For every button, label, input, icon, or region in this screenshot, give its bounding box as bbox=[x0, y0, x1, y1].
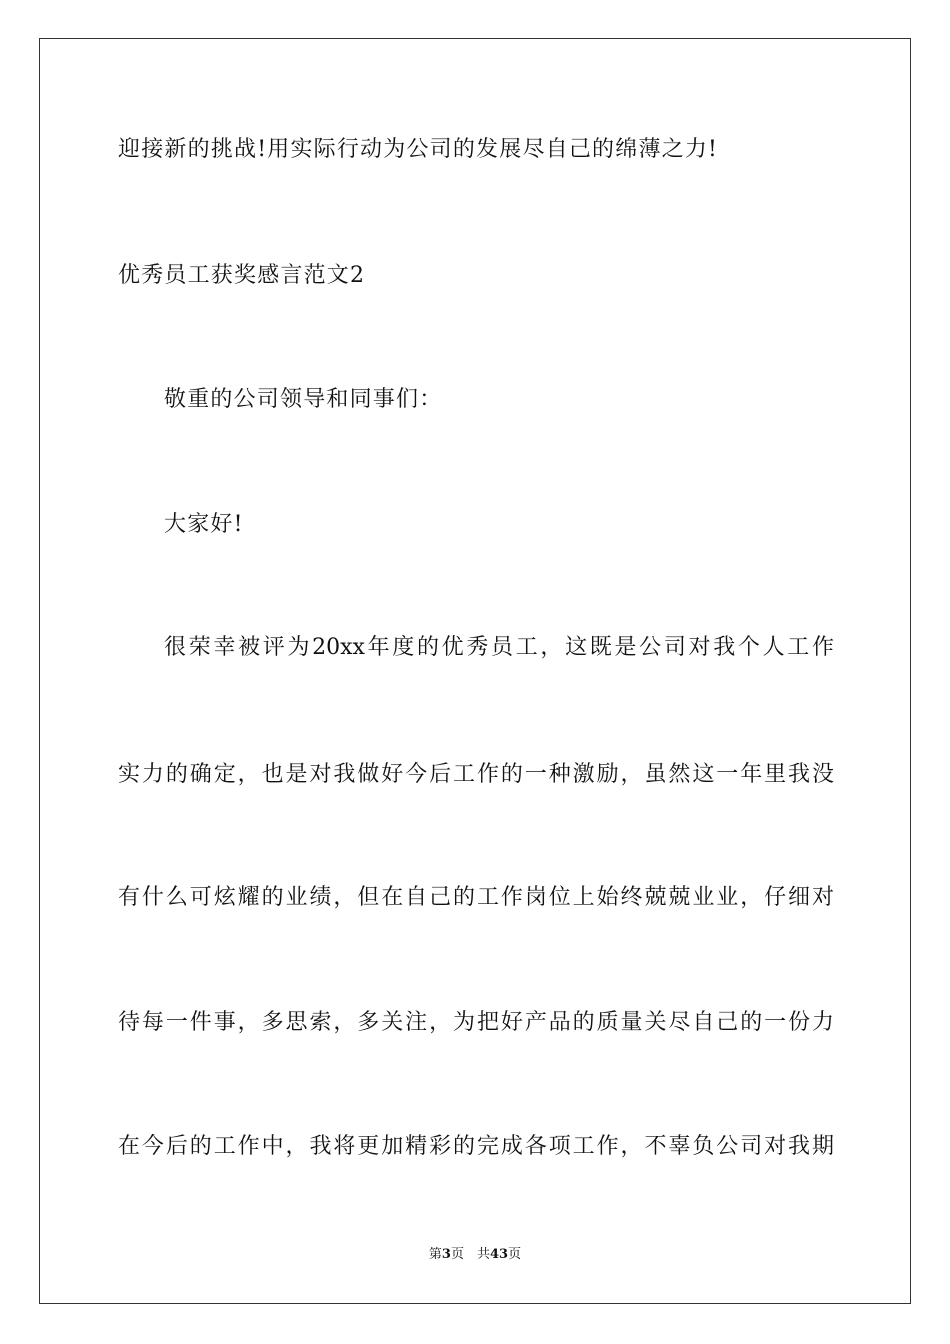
paragraph-line-5: 待每一件事，多思索，多关注，为把好产品的质量关尽自己的一份力 bbox=[118, 1010, 834, 1035]
current-page-number: 3 bbox=[441, 1247, 451, 1262]
paragraph-line-1: 迎接新的挑战!用实际行动为公司的发展尽自己的绵薄之力! bbox=[118, 137, 719, 162]
page-suffix: 页 bbox=[508, 1247, 522, 1262]
paragraph-line-3: 实力的确定，也是对我做好今后工作的一种激励，虽然这一年里我没 bbox=[118, 762, 834, 787]
page-footer bbox=[0, 1246, 950, 1264]
page-prefix: 第 bbox=[428, 1247, 442, 1262]
greeting: 大家好! bbox=[164, 512, 244, 537]
paragraph-line-6: 在今后的工作中，我将更加精彩的完成各项工作，不辜负公司对我期 bbox=[118, 1134, 834, 1159]
paragraph-line-4: 有什么可炫耀的业绩，但在自己的工作岗位上始终兢兢业业，仔细对 bbox=[118, 885, 834, 910]
section-heading: 优秀员工获奖感言范文2 bbox=[118, 263, 366, 288]
page-mid: 页 共 bbox=[450, 1247, 490, 1262]
total-page-number: 43 bbox=[489, 1247, 509, 1262]
page-border bbox=[39, 38, 911, 1304]
paragraph-line-2: 很荣幸被评为20xx年度的优秀员工，这既是公司对我个人工作 bbox=[164, 635, 834, 660]
salutation: 敬重的公司领导和同事们： bbox=[164, 387, 443, 412]
